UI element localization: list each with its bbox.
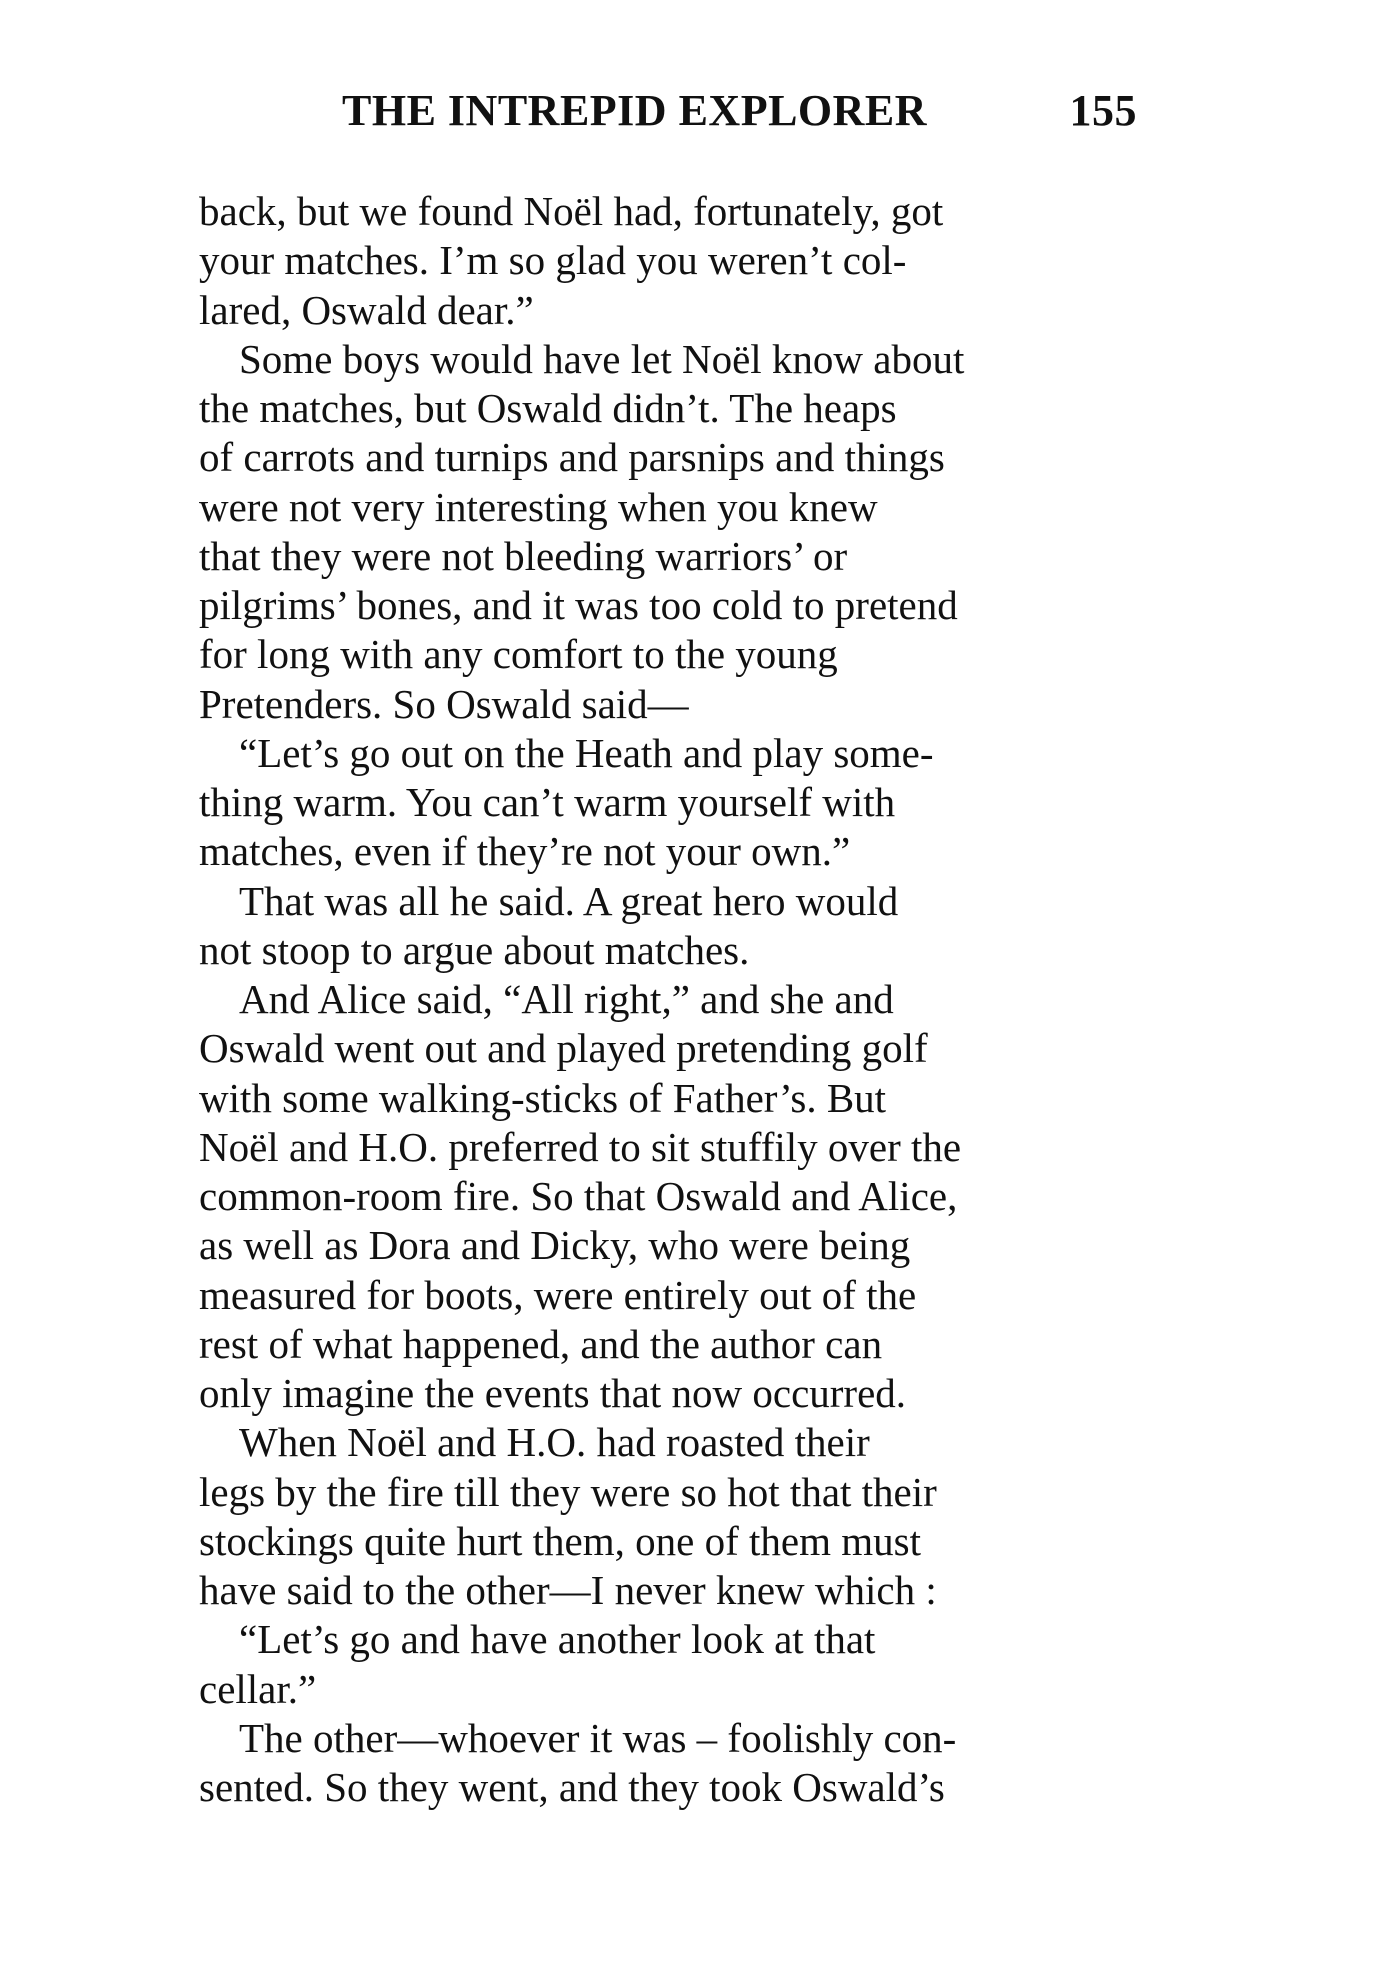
- text-line: measured for boots, were entirely out of the: [199, 1271, 917, 1318]
- text-line: And Alice said, “All right,” and she and: [239, 976, 894, 1022]
- text-line: Noël and H.O. preferred to sit stuffily over the: [199, 1123, 962, 1170]
- text-line: Some boys would have let Noël know about: [239, 335, 965, 382]
- text-line: common-room fire. So that Oswald and Alice,: [199, 1173, 958, 1219]
- text-line: matches, even if they’re not your own.”: [199, 828, 851, 875]
- text-line: cellar.”: [199, 1665, 317, 1712]
- text-line: back, but we found Noël had, fortunately, got: [199, 188, 944, 234]
- text-line: thing warm. You can’t warm yourself with: [199, 779, 896, 825]
- text-line: the matches, but Oswald didn’t. The heaps: [199, 385, 897, 431]
- text-line: When Noël and H.O. had roasted their: [239, 1419, 870, 1466]
- text-line: as well as Dora and Dicky, who were being: [199, 1222, 911, 1269]
- text-line: were not very interesting when you knew: [199, 483, 878, 530]
- text-line: with some walking-sticks of Father’s. But: [199, 1074, 887, 1121]
- body-text: [199, 187, 1137, 1812]
- text-line: not stoop to argue about matches.: [199, 926, 750, 973]
- chapter-title: THE INTREPID EXPLORER: [342, 86, 928, 135]
- text-line: “Let’s go out on the Heath and play some-: [239, 729, 934, 776]
- text-line: Oswald went out and played pretending golf: [199, 1025, 928, 1072]
- text-line: “Let’s go and have another look at that: [239, 1616, 876, 1663]
- text-line: stockings quite hurt them, one of them must: [199, 1517, 921, 1564]
- text-line: of carrots and turnips and parsnips and things: [199, 434, 945, 481]
- text-line: for long with any comfort to the young: [199, 631, 838, 678]
- text-line: pilgrims’ bones, and it was too cold to pretend: [199, 582, 958, 628]
- text-line: rest of what happened, and the author can: [199, 1320, 883, 1367]
- text-line: That was all he said. A great hero would: [239, 877, 899, 924]
- text-line: Pretenders. So Oswald said—: [199, 680, 689, 727]
- text-line: that they were not bleeding warriors’ or: [199, 532, 848, 579]
- page-number: 155: [1069, 86, 1137, 135]
- text-line: your matches. I’m so glad you weren’t col-: [199, 237, 907, 284]
- text-line: only imagine the events that now occurred.: [199, 1370, 907, 1416]
- text-line: lared, Oswald dear.”: [199, 286, 534, 333]
- text-line: have said to the other—I never knew which :: [199, 1567, 937, 1613]
- text-line: legs by the fire till they were so hot that their: [199, 1468, 937, 1515]
- text-line: The other—whoever it was – foolishly con-: [239, 1714, 957, 1761]
- text-line: sented. So they went, and they took Oswald’s: [199, 1764, 945, 1810]
- running-head: [342, 86, 1137, 136]
